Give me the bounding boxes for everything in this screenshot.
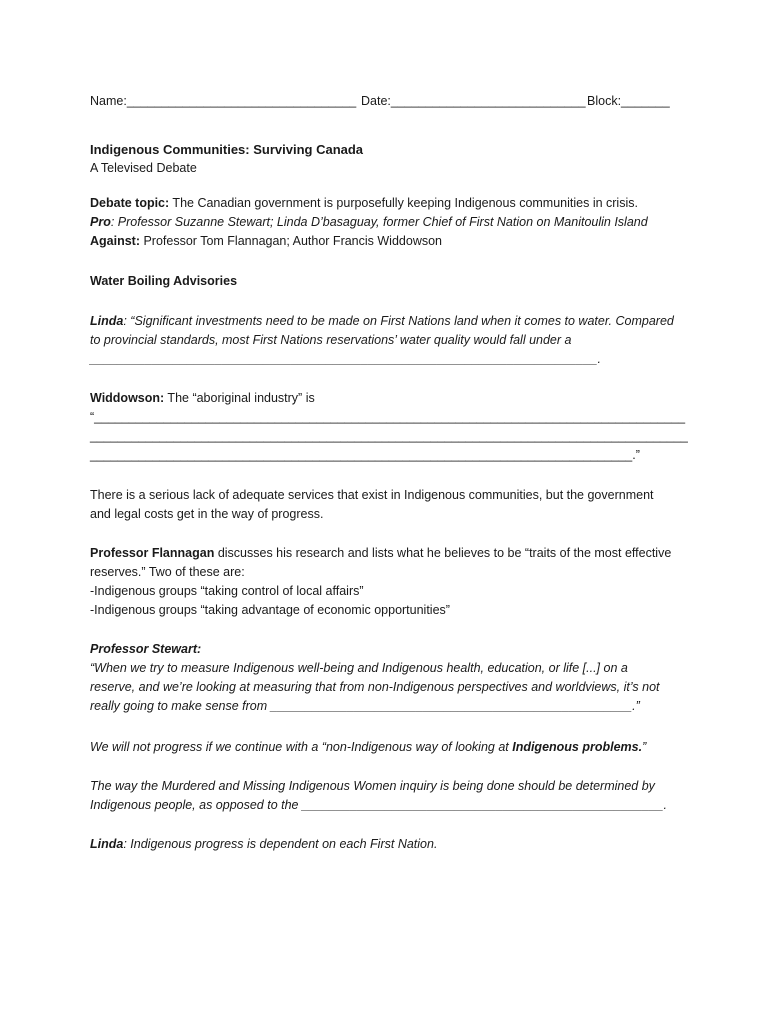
- progress-end: ”: [642, 740, 647, 754]
- linda-progress: [90, 835, 680, 854]
- linda2-label: Linda: [90, 837, 124, 851]
- flannagan-line2: reserves.” Two of these are:: [90, 565, 245, 579]
- flannagan-paragraph: [90, 544, 680, 620]
- linda2-text: : Indigenous progress is dependent on each First Nation.: [123, 837, 438, 851]
- widdowson-blank-3[interactable]: ______________________________________________________________________________.”: [90, 448, 640, 462]
- page-title: Indigenous Communities: Surviving Canada: [90, 142, 364, 157]
- progress-text: We will not progress if we continue with a “non-Indigenous way of looking at: [90, 740, 513, 754]
- stewart-blank[interactable]: really going to make sense from ____________________________________________________.”: [90, 699, 640, 713]
- stewart-line1: “When we try to measure Indigenous well-being and Indigenous health, education, or life [...] on a: [90, 661, 628, 675]
- stewart-quote: [90, 640, 680, 716]
- section-heading-block: [90, 272, 680, 291]
- name-field[interactable]: Name:_________________________________: [90, 94, 357, 108]
- flannagan-item1: -Indigenous groups “taking control of local affairs”: [90, 584, 364, 598]
- debate-topic-text: The Canadian government is purposefully keeping Indigenous communities in crisis.: [169, 196, 638, 210]
- progress-statement: [90, 738, 680, 757]
- linda-quote-line1: : “Significant investments need to be made on First Nations land when it comes to water. Compared: [123, 314, 674, 328]
- debate-against-label: Against:: [90, 234, 140, 248]
- widdowson-label: Widdowson:: [90, 391, 165, 405]
- inquiry-statement: [90, 777, 680, 815]
- inquiry-blank[interactable]: Indigenous people, as opposed to the ____________________________________________________.: [90, 798, 667, 812]
- debate-topic: [90, 194, 680, 213]
- debate-pro-label: Pro: [90, 215, 111, 229]
- debate-info: [90, 194, 680, 251]
- services-line1: There is a serious lack of adequate services that exist in Indigenous communities, but the government: [90, 488, 654, 502]
- widdowson-blank-1[interactable]: “_____________________________________________________________________________________: [90, 410, 686, 424]
- stewart-line2: reserve, and we’re looking at measuring that from non-Indigenous perspectives and worldviews, it’s not: [90, 680, 660, 694]
- debate-pro-text: : Professor Suzanne Stewart; Linda D’basaguay, former Chief of First Nation on Manitoulin Island: [110, 215, 648, 229]
- section-heading: Water Boiling Advisories: [90, 274, 238, 288]
- progress-bold: Indigenous problems.: [512, 740, 643, 754]
- widdowson-blank-2[interactable]: ______________________________________________________________________________________: [90, 429, 688, 443]
- debate-pro: [90, 213, 680, 232]
- linda-label: Linda: [90, 314, 124, 328]
- block-field[interactable]: Block:_______: [587, 94, 670, 108]
- linda-quote-water: [90, 312, 680, 369]
- inquiry-line1: The way the Murdered and Missing Indigenous Women inquiry is being done should be determined by: [90, 779, 655, 793]
- debate-topic-label: Debate topic:: [90, 196, 170, 210]
- title-block: [90, 140, 680, 178]
- linda-blank[interactable]: _________________________________________________________________________.: [90, 352, 601, 366]
- widdowson-quote: [90, 389, 688, 465]
- page-subtitle: A Televised Debate: [90, 161, 197, 175]
- stewart-label: Professor Stewart:: [90, 642, 202, 656]
- debate-against: [90, 232, 680, 251]
- date-field[interactable]: Date:____________________________: [361, 94, 586, 108]
- debate-against-text: Professor Tom Flannagan; Author Francis Widdowson: [140, 234, 442, 248]
- linda-quote-line2: to provincial standards, most First Nations reservations’ water quality would fall under a: [90, 333, 572, 347]
- widdowson-text: The “aboriginal industry” is: [164, 391, 315, 405]
- flannagan-line1: discusses his research and lists what he believes to be “traits of the most effective: [214, 546, 672, 560]
- services-paragraph: [90, 486, 680, 524]
- services-line2: and legal costs get in the way of progress.: [90, 507, 324, 521]
- flannagan-item2: -Indigenous groups “taking advantage of economic opportunities”: [90, 603, 450, 617]
- flannagan-label: Professor Flannagan: [90, 546, 215, 560]
